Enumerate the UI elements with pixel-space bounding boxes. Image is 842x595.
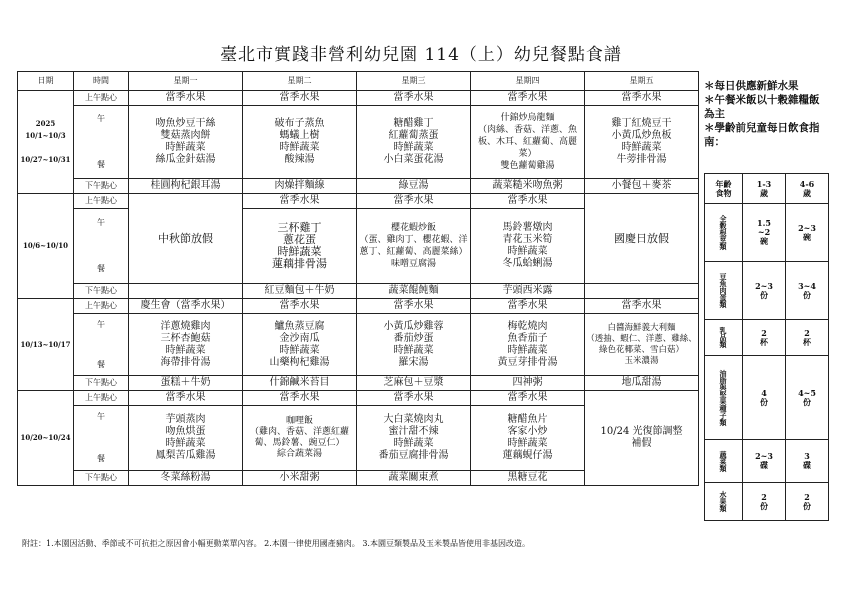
guide-row	[705, 320, 829, 356]
lunch-label-bottom: 餐	[97, 359, 105, 369]
menu-table	[17, 71, 699, 486]
menu-cell: 紅豆麵包＋牛奶	[243, 284, 357, 299]
week1-pm-row	[18, 179, 699, 194]
menu-cell: 蔬菜關東煮	[357, 471, 471, 486]
lunch-label-bottom: 餐	[97, 264, 105, 273]
menu-cell: 白醬海鮮義大利麵 （透抽、蝦仁、洋蔥、雞絲、綠色花椰菜、雪白菇） 玉米濃湯	[585, 314, 699, 376]
guide-value: 2~3 碟	[743, 440, 786, 483]
pm-label: 下午點心	[74, 376, 129, 391]
header-row	[18, 72, 699, 91]
header-tue: 星期二	[243, 72, 357, 91]
menu-cell: 當季水果	[243, 391, 357, 406]
lunch-label	[74, 406, 129, 471]
menu-cell: 當季水果	[243, 194, 357, 209]
menu-cell: 蔬菜餛飩麵	[357, 284, 471, 299]
guide-food-name: 水果類	[705, 483, 743, 521]
week3-am-row	[18, 299, 699, 314]
guide-value: 1.5 ~2 碗	[743, 204, 786, 262]
guide-header-1-3: 1-3 歲	[743, 174, 786, 204]
menu-cell: 當季水果	[129, 391, 243, 406]
menu-cell	[129, 284, 243, 299]
guide-value: 2~3 碗	[786, 204, 829, 262]
header-wed: 星期三	[357, 72, 471, 91]
menu-cell: 梅乾燒肉 魚香茄子 時鮮蔬菜 黃豆芽排骨湯	[471, 314, 585, 376]
guide-value: 4~5 份	[786, 356, 829, 440]
menu-cell: 當季水果	[585, 91, 699, 106]
menu-cell: 馬鈴薯燉肉 青花玉米筍 時鮮蔬菜 冬瓜蛤蜊湯	[471, 209, 585, 284]
week1-am-row	[18, 91, 699, 106]
side-note-guide: ＊學齡前兒童每日飲食指南：	[704, 122, 820, 148]
menu-cell: 當季水果	[243, 299, 357, 314]
menu-cell: 當季水果	[471, 299, 585, 314]
week3-dates: 10/13~10/17	[18, 299, 74, 391]
guide-row	[705, 440, 829, 483]
menu-cell: 什錦炒烏龍麵 （肉絲、香菇、洋蔥、魚板、木耳、紅蘿蔔、高麗菜） 雙色蘿蔔雞湯	[471, 106, 585, 179]
side-notes	[704, 79, 828, 149]
header-mon: 星期一	[129, 72, 243, 91]
menu-cell: 四神粥	[471, 376, 585, 391]
guide-value: 3~4 份	[786, 262, 829, 320]
menu-cell: 當季水果	[471, 91, 585, 106]
am-label: 上午點心	[74, 194, 129, 209]
week4-am-row	[18, 391, 699, 406]
am-label: 上午點心	[74, 91, 129, 106]
menu-cell: 蔬菜糙米吻魚粥	[471, 179, 585, 194]
menu-cell: 大白菜燒肉丸 蜜汁甜不辣 時鮮蔬菜 番茄豆腐排骨湯	[357, 406, 471, 471]
menu-cell: 當季水果	[243, 91, 357, 106]
menu-cell: 當季水果	[471, 194, 585, 209]
lunch-label	[74, 314, 129, 376]
lunch-label	[74, 209, 129, 284]
guide-value: 4 份	[743, 356, 786, 440]
guide-row	[705, 483, 829, 521]
header-fri: 星期五	[585, 72, 699, 91]
menu-cell: 黑糖豆花	[471, 471, 585, 486]
menu-cell: 當季水果	[357, 299, 471, 314]
menu-cell: 桂圓枸杞銀耳湯	[129, 179, 243, 194]
footnote: 附註：1.本園因活動、季節或不可抗拒之原因會小幅更動菜單內容。 2.本園一律使用國產豬肉。 3.本園豆類製品及玉米製品皆使用非基因改造。	[22, 539, 530, 548]
guide-food-name: 油脂與堅果種子類	[705, 356, 743, 440]
am-label: 上午點心	[74, 391, 129, 406]
guide-food-name: 蔬菜類	[705, 440, 743, 483]
lunch-label	[74, 106, 129, 179]
guide-row	[705, 262, 829, 320]
week2-am-row	[18, 194, 699, 209]
guide-food-name: 全穀根莖類	[705, 204, 743, 262]
am-label: 上午點心	[74, 299, 129, 314]
menu-cell: 綠豆湯	[357, 179, 471, 194]
side-note-fruit: ＊每日供應新鮮水果	[704, 80, 799, 92]
guide-header-row	[705, 174, 829, 204]
header-thu: 星期四	[471, 72, 585, 91]
menu-cell: 芋頭西米露	[471, 284, 585, 299]
guide-value: 2 份	[786, 483, 829, 521]
lunch-label-top: 午	[97, 319, 105, 329]
week4-dates: 10/20~10/24	[18, 391, 74, 486]
menu-cell: 破布子蒸魚 螞蟻上樹 時鮮蔬菜 酸辣湯	[243, 106, 357, 179]
guide-value: 2~3 份	[743, 262, 786, 320]
side-note-rice: ＊午餐米飯以十穀雜糧飯為主	[704, 94, 820, 120]
menu-cell: 什錦鹹米苔目	[243, 376, 357, 391]
menu-cell: 當季水果	[471, 391, 585, 406]
week3-pm-row	[18, 376, 699, 391]
week3-lunch-row	[18, 314, 699, 376]
header-time: 時間	[74, 72, 129, 91]
menu-cell: 冬菜絲粉湯	[129, 471, 243, 486]
pm-label: 下午點心	[74, 471, 129, 486]
menu-cell: 當季水果	[357, 194, 471, 209]
lunch-label-top: 午	[97, 218, 105, 227]
pm-label: 下午點心	[74, 179, 129, 194]
guide-food-name: 乳品類	[705, 320, 743, 356]
pm-label: 下午點心	[74, 284, 129, 299]
lunch-label-bottom: 餐	[97, 160, 105, 169]
week1-lunch-row	[18, 106, 699, 179]
menu-cell: 當季水果	[357, 391, 471, 406]
guide-row	[705, 204, 829, 262]
lunch-label-top: 午	[97, 412, 105, 421]
menu-cell: 吻魚炒豆干絲 雙菇蒸肉餅 時鮮蔬菜 絲瓜金針菇湯	[129, 106, 243, 179]
menu-cell: 洋蔥燒雞肉 三杯杏鮑菇 時鮮蔬菜 海帶排骨湯	[129, 314, 243, 376]
menu-cell: 慶生會（當季水果）	[129, 299, 243, 314]
week2-pm-row	[18, 284, 699, 299]
menu-cell: 小米甜粥	[243, 471, 357, 486]
menu-cell: 芝麻包＋豆漿	[357, 376, 471, 391]
lunch-label-top: 午	[97, 114, 105, 123]
menu-cell: 當季水果	[129, 91, 243, 106]
guide-row	[705, 356, 829, 440]
menu-cell: 蛋糕＋牛奶	[129, 376, 243, 391]
menu-cell: 三杯雞丁 蔥花蛋 時鮮蔬菜 蓮藕排骨湯	[243, 209, 357, 284]
holiday-cell: 中秋節放假	[129, 194, 243, 284]
header-date: 日期	[18, 72, 74, 91]
holiday-cell: 10/24 光復節調整 補假	[585, 391, 699, 486]
guide-value: 2 份	[743, 483, 786, 521]
menu-cell: 當季水果	[357, 91, 471, 106]
lunch-label-bottom: 餐	[97, 454, 105, 463]
menu-cell: 當季水果	[585, 299, 699, 314]
menu-cell: 鱸魚蒸豆腐 金沙南瓜 時鮮蔬菜 山藥枸杞雞湯	[243, 314, 357, 376]
menu-cell: 雞丁紅燒豆干 小黃瓜炒魚板 時鮮蔬菜 牛蒡排骨湯	[585, 106, 699, 179]
guide-value: 2 杯	[743, 320, 786, 356]
menu-cell: 糖醋雞丁 紅蘿蔔蒸蛋 時鮮蔬菜 小白菜蛋花湯	[357, 106, 471, 179]
week1-dates: 2025 10/1~10/3 10/27~10/31	[18, 91, 74, 194]
guide-header-age: 年齡 食物	[705, 174, 743, 204]
week2-dates: 10/6~10/10	[18, 194, 74, 299]
menu-cell: 櫻花蝦炒飯 （蛋、雞肉丁、櫻花蝦、洋蔥丁、紅蘿蔔、高麗菜絲） 味噌豆腐湯	[357, 209, 471, 284]
menu-cell: 糖醋魚片 客家小炒 時鮮蔬菜 蓮藕蜆仔湯	[471, 406, 585, 471]
menu-cell: 小餐包＋麥茶	[585, 179, 699, 194]
menu-cell: 肉燥拌麵線	[243, 179, 357, 194]
menu-cell: 咖哩飯 （雞肉、香菇、洋蔥紅蘿蔔、馬鈴薯、豌豆仁） 綜合蔬菜湯	[243, 406, 357, 471]
menu-cell: 芋頭蒸肉 吻魚烘蛋 時鮮蔬菜 鳳梨苦瓜雞湯	[129, 406, 243, 471]
menu-cell: 地瓜甜湯	[585, 376, 699, 391]
page-title: 臺北市實踐非營利幼兒園 114（上）幼兒餐點食譜	[220, 45, 622, 65]
guide-food-name: 豆魚肉蛋類	[705, 262, 743, 320]
guide-value: 2 杯	[786, 320, 829, 356]
menu-cell	[585, 284, 699, 299]
guide-value: 3 碟	[786, 440, 829, 483]
menu-cell: 小黃瓜炒雞蓉 番茄炒蛋 時鮮蔬菜 羅宋湯	[357, 314, 471, 376]
guide-header-4-6: 4-6 歲	[786, 174, 829, 204]
holiday-cell: 國慶日放假	[585, 194, 699, 284]
diet-guide-table	[704, 173, 829, 521]
